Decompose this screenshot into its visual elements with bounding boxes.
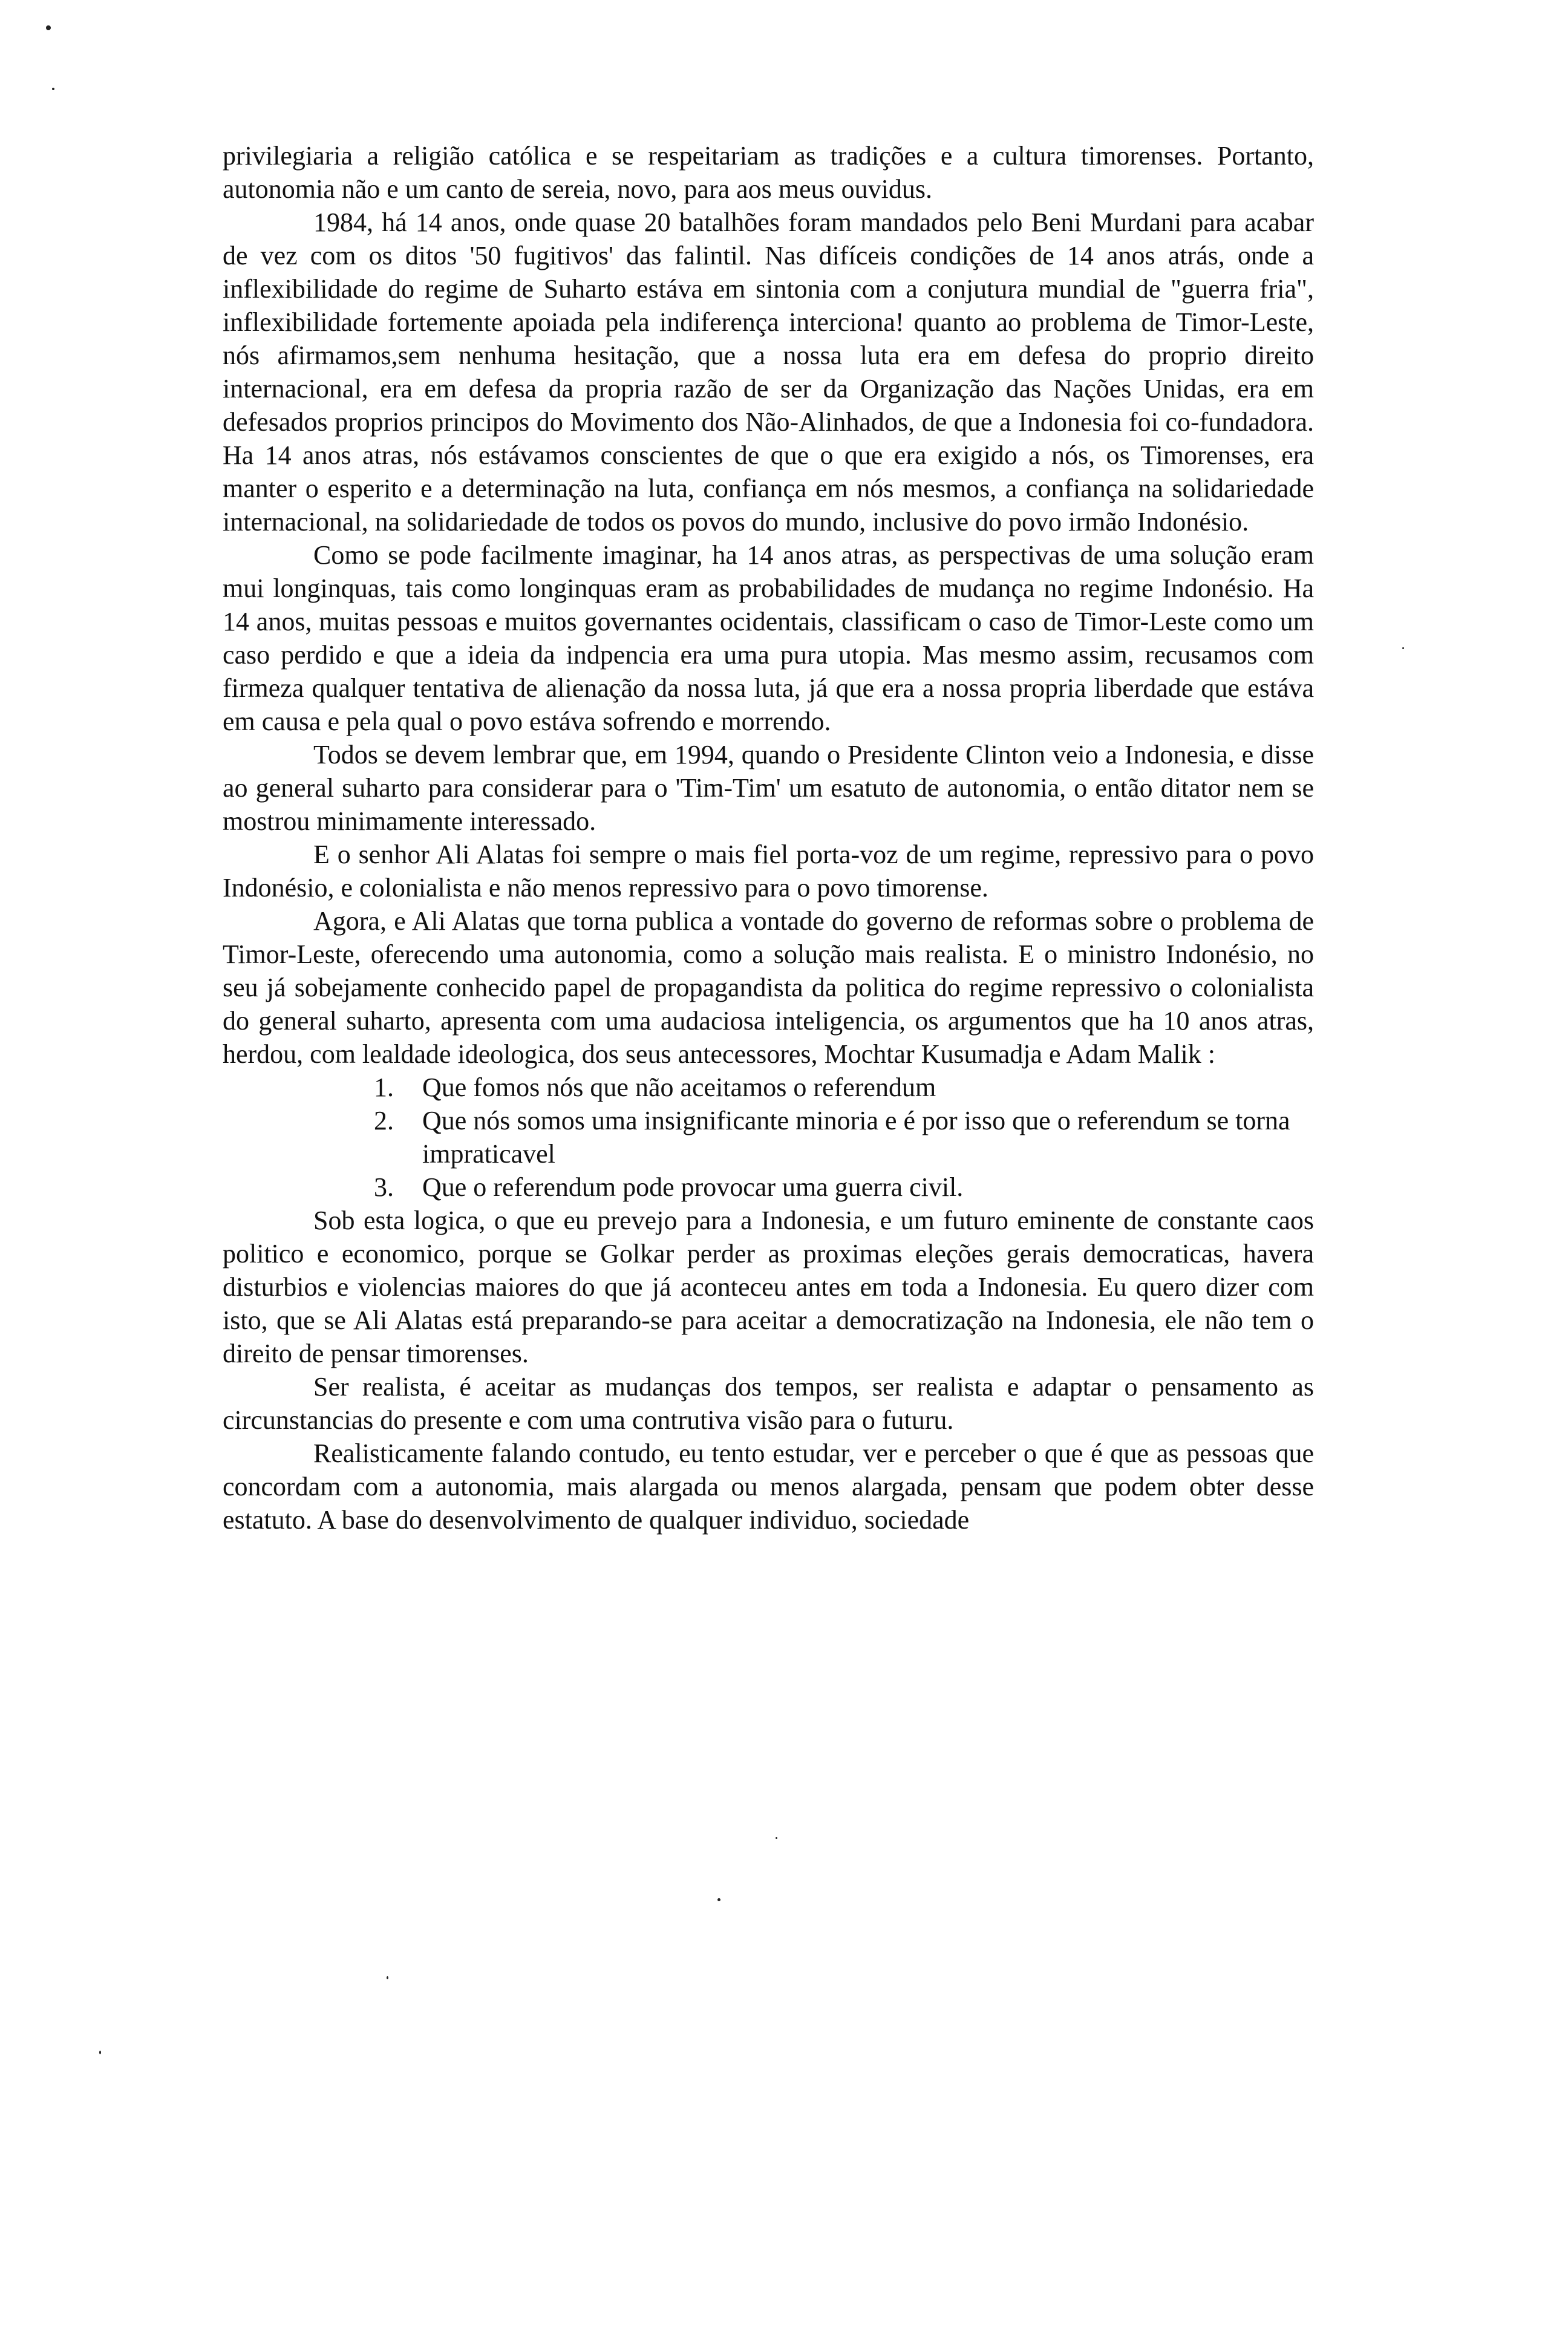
list-item bbox=[374, 1170, 1314, 1204]
paragraph: Como se pode facilmente imaginar, ha 14 anos atras, as perspectivas de uma solução eram mui longinquas, tais como longinquas eram as probabilidades de mudança no regime Indonésio. Ha 14 anos, muitas pessoas e muitos governantes ocidentais, classificam o caso de Timor-Leste como um caso perdido e que a ideia da indpencia era uma pura utopia. Mas mesmo assim, recusamos com firmeza qualquer tentativa de alienação da nossa luta, já que era a nossa propria liberdade que estáva em causa e pela qual o povo estáva sofrendo e morrendo. bbox=[223, 540, 1314, 736]
paragraph-group-a bbox=[223, 139, 1314, 1071]
paragraph: Realisticamente falando contudo, eu tento estudar, ver e perceber o que é que as pessoas que concordam com a autonomia, mais alargada ou menos alargada, pensam que podem obter desse estatuto. A base do desenvolvimento de qualquer individuo, sociedade bbox=[223, 1438, 1314, 1535]
scan-speck bbox=[717, 1898, 720, 1901]
list-item-number: 3. bbox=[374, 1172, 394, 1202]
scan-speck bbox=[1402, 647, 1404, 649]
paragraph: Todos se devem lembrar que, em 1994, quando o Presidente Clinton veio a Indonesia, e disse ao general suharto para considerar para o 'Tim-Tim' um esatuto de autonomia, o então ditator nem se mostrou minimamente interessado. bbox=[223, 740, 1314, 836]
list-item-text: Que o referendum pode provocar uma guerra civil. bbox=[422, 1172, 964, 1202]
list-item-number: 2. bbox=[374, 1106, 394, 1135]
list-item bbox=[374, 1104, 1314, 1170]
paragraph-group-b bbox=[223, 1204, 1314, 1536]
paragraph: 1984, há 14 anos, onde quase 20 batalhões foram mandados pelo Beni Murdani para acabar de vez com os ditos '50 fugitivos' das falintil. Nas difíceis condições de 14 anos atrás, onde a inflexibilidade do regime de Suharto estáva em sintonia com a conjutura mundial de "guerra fria", inflexibilidade fortemente apoiada pela indiferença interciona! quanto ao problema de Timor-Leste, nós afirmamos,sem nenhuma hesitação, que a nossa luta era em defesa do proprio direito internacional, era em defesa da propria razão de ser da Organização das Nações Unidas, era em defesados proprios principos do Movimento dos Não-Alinhados, de que a Indonesia foi co-fundadora. Ha 14 anos atras, nós estávamos conscientes de que o que era exigido a nós, os Timorenses, era manter o esperito e a determinação na luta, confiança em nós mesmos, a confiança na solidariedade internacional, na solidariedade de todos os povos do mundo, inclusive do povo irmão Indonésio. bbox=[223, 207, 1314, 537]
paragraph: Agora, e Ali Alatas que torna publica a vontade do governo de reformas sobre o problema de Timor-Leste, oferecendo uma autonomia, como a solução mais realista. E o ministro Indonésio, no seu já sobejamente conhecido papel de propagandista da politica do regime repressivo o colonialista do general suharto, apresenta com uma audaciosa inteligencia, os argumentos que ha 10 anos atras, herdou, com lealdade ideologica, dos seus antecessores, Mochtar Kusumadja e Adam Malik : bbox=[223, 906, 1314, 1069]
list-item bbox=[374, 1071, 1314, 1104]
paragraph: Sob esta logica, o que eu prevejo para a Indonesia, e um futuro eminente de constante caos politico e economico, porque se Golkar perder as proximas eleções gerais democraticas, havera disturbios e violencias maiores do que já aconteceu antes em toda a Indonesia. Eu quero dizer com isto, que se Ali Alatas está preparando-se para aceitar a democratização na Indonesia, ele não tem o direito de pensar timorenses. bbox=[223, 1206, 1314, 1368]
document-body bbox=[223, 139, 1314, 1536]
paragraph: privilegiaria a religião católica e se respeitariam as tradições e a cultura timorenses. Portanto, autonomia não e um canto de sereia, novo, para aos meus ouvidus. bbox=[223, 141, 1314, 204]
scan-speck bbox=[387, 1976, 388, 1979]
scan-speck bbox=[46, 25, 51, 30]
list-item-text: Que nós somos uma insignificante minoria e é por isso que o referendum se torna impraticavel bbox=[422, 1106, 1290, 1169]
argument-list bbox=[223, 1071, 1314, 1204]
paragraph: E o senhor Ali Alatas foi sempre o mais fiel porta-voz de um regime, repressivo para o povo Indonésio, e colonialista e não menos repressivo para o povo timorense. bbox=[223, 840, 1314, 903]
list-item-number: 1. bbox=[374, 1073, 394, 1102]
list-item-text: Que fomos nós que não aceitamos o referendum bbox=[422, 1073, 936, 1102]
scan-speck bbox=[99, 2051, 101, 2054]
scan-speck bbox=[776, 1837, 777, 1839]
scan-speck bbox=[52, 88, 54, 90]
paragraph: Ser realista, é aceitar as mudanças dos tempos, ser realista e adaptar o pensamento as circunstancias do presente e com uma contrutiva visão para o futuru. bbox=[223, 1372, 1314, 1435]
